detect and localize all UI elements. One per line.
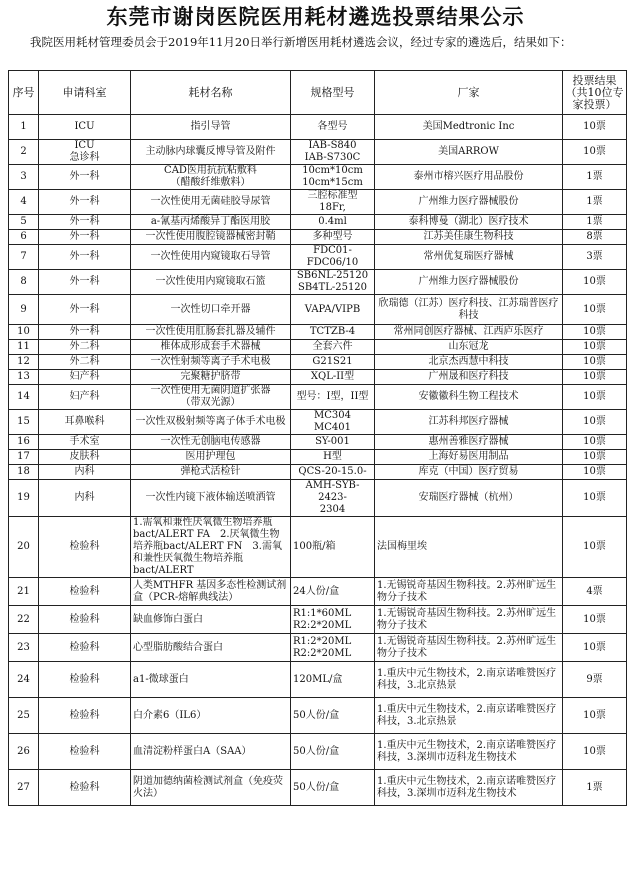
cell-no: 14 (9, 385, 39, 410)
cell-votes: 10票 (563, 140, 627, 165)
cell-spec: 各型号 (291, 115, 375, 140)
cell-maker: 广州晟和医疗科技 (375, 370, 563, 385)
cell-spec: QCS-20-15.0- (291, 465, 375, 480)
cell-name: 血清淀粉样蛋白A（SAA） (131, 734, 291, 770)
cell-no: 25 (9, 698, 39, 734)
cell-no: 11 (9, 340, 39, 355)
table-row (9, 370, 627, 385)
cell-no: 15 (9, 410, 39, 435)
cell-spec: 型号：I型，II型 (291, 385, 375, 410)
table-row (9, 480, 627, 517)
cell-no: 10 (9, 325, 39, 340)
cell-no: 3 (9, 165, 39, 190)
cell-spec: R1:1*60ML R2:2*20ML (291, 606, 375, 634)
cell-votes: 3票 (563, 245, 627, 270)
cell-votes: 10票 (563, 634, 627, 662)
table-row (9, 385, 627, 410)
cell-votes: 4票 (563, 578, 627, 606)
cell-maker: 1.重庆中元生物技术，2.南京诺唯赞医疗科技，3.深圳市迈科龙生物技术 (375, 770, 563, 806)
cell-votes: 10票 (563, 355, 627, 370)
cell-dept: 内科 (39, 480, 131, 517)
cell-dept: 外一科 (39, 215, 131, 230)
table-row (9, 140, 627, 165)
cell-no: 13 (9, 370, 39, 385)
table-row (9, 230, 627, 245)
cell-spec: 多种型号 (291, 230, 375, 245)
cell-spec: 120ML/盒 (291, 662, 375, 698)
cell-no: 2 (9, 140, 39, 165)
cell-maker: 1.重庆中元生物技术，2.南京诺唯赞医疗科技，3.北京热景 (375, 662, 563, 698)
cell-dept: 检验科 (39, 662, 131, 698)
cell-maker: 常州同创医疗器械、江西庐乐医疗 (375, 325, 563, 340)
cell-votes: 10票 (563, 370, 627, 385)
cell-name: 一次性使用肛肠套扎器及辅件 (131, 325, 291, 340)
cell-dept: 外一科 (39, 325, 131, 340)
header-votes: 投票结果（共10位专家投票） (563, 71, 627, 115)
cell-dept: 外二科 (39, 340, 131, 355)
cell-votes: 10票 (563, 606, 627, 634)
cell-no: 8 (9, 270, 39, 295)
cell-maker: 惠州善雅医疗器械 (375, 435, 563, 450)
cell-maker: 法国梅里埃 (375, 517, 563, 578)
cell-votes: 10票 (563, 270, 627, 295)
cell-dept: 外一科 (39, 190, 131, 215)
cell-no: 5 (9, 215, 39, 230)
cell-name: 一次性切口牵开器 (131, 295, 291, 325)
page-title: 东莞市谢岗医院医用耗材遴选投票结果公示 (106, 5, 525, 29)
cell-no: 1 (9, 115, 39, 140)
cell-name: 一次性使用内窥镜取石篮 (131, 270, 291, 295)
cell-name: CAD医用抗抗粘敷料 （醋酸纤维敷料） (131, 165, 291, 190)
cell-votes: 10票 (563, 450, 627, 465)
cell-votes: 10票 (563, 115, 627, 140)
cell-spec: 24人份/盒 (291, 578, 375, 606)
cell-maker: 泰科博曼（湖北）医疗技术 (375, 215, 563, 230)
table-body (9, 115, 627, 806)
cell-spec: 全套六件 (291, 340, 375, 355)
cell-spec: TCTZB-4 (291, 325, 375, 340)
cell-name: 一次性无创脑电传感器 (131, 435, 291, 450)
cell-dept: 手术室 (39, 435, 131, 450)
cell-votes: 10票 (563, 385, 627, 410)
cell-votes: 1票 (563, 770, 627, 806)
cell-votes: 10票 (563, 465, 627, 480)
cell-spec: VAPA/VIPB (291, 295, 375, 325)
table-row (9, 410, 627, 435)
cell-spec: H型 (291, 450, 375, 465)
cell-name: 1.需氧和兼性厌氧微生物培养瓶bact/ALERT FA 2.厌氧微生物培养瓶bact/ALERT FN 3.需氧和兼性厌氧微生物培养瓶bact/ALERT (131, 517, 291, 578)
cell-no: 17 (9, 450, 39, 465)
cell-name: 人类MTHFR 基因多态性检测试剂盒（PCR-熔解典线法） (131, 578, 291, 606)
cell-maker: 安徽徽科生物工程技术 (375, 385, 563, 410)
cell-spec: IAB-S840 IAB-S730C (291, 140, 375, 165)
header-maker: 厂家 (375, 71, 563, 115)
table-row (9, 245, 627, 270)
cell-no: 12 (9, 355, 39, 370)
cell-name: 一次性使用无菌阴道扩张器 （带双光源） (131, 385, 291, 410)
table-row (9, 634, 627, 662)
cell-no: 21 (9, 578, 39, 606)
cell-spec: 50人份/盒 (291, 698, 375, 734)
table-row (9, 734, 627, 770)
table-row (9, 606, 627, 634)
cell-votes: 1票 (563, 215, 627, 230)
cell-maker: 1.重庆中元生物技术，2.南京诺唯赞医疗科技，3.深圳市迈科龙生物技术 (375, 734, 563, 770)
cell-votes: 10票 (563, 698, 627, 734)
cell-dept: 检验科 (39, 770, 131, 806)
table-row (9, 340, 627, 355)
cell-maker: 美国Medtronic Inc (375, 115, 563, 140)
cell-dept: 外一科 (39, 230, 131, 245)
cell-name: 一次性双极射频等离子体手术电极 (131, 410, 291, 435)
table-row (9, 165, 627, 190)
cell-no: 26 (9, 734, 39, 770)
cell-no: 6 (9, 230, 39, 245)
cell-no: 7 (9, 245, 39, 270)
cell-no: 24 (9, 662, 39, 698)
cell-votes: 10票 (563, 340, 627, 355)
cell-name: 完聚糖护脐带 (131, 370, 291, 385)
cell-maker: 1.重庆中元生物技术，2.南京诺唯赞医疗科技，3.北京热景 (375, 698, 563, 734)
cell-spec: 50人份/盒 (291, 734, 375, 770)
cell-name: 阴道加德纳菌检测试剂盒（免疫荧火法） (131, 770, 291, 806)
cell-no: 16 (9, 435, 39, 450)
cell-maker: 北京杰西慧中科技 (375, 355, 563, 370)
cell-spec: AMH-SYB-2423- 2304 (291, 480, 375, 517)
table-row (9, 295, 627, 325)
cell-name: a-氰基丙烯酸异丁酯医用胶 (131, 215, 291, 230)
cell-maker: 安瑞医疗器械（杭州） (375, 480, 563, 517)
cell-name: 一次性使用腹腔镜器械密封鞘 (131, 230, 291, 245)
cell-votes: 10票 (563, 410, 627, 435)
cell-spec: XQL-II型 (291, 370, 375, 385)
cell-spec: 100瓶/箱 (291, 517, 375, 578)
header-name: 耗材名称 (131, 71, 291, 115)
cell-name: 主动脉内球囊反博导管及附件 (131, 140, 291, 165)
cell-dept: 外一科 (39, 295, 131, 325)
cell-spec: SY-001 (291, 435, 375, 450)
cell-spec: 三腔标准型 18Fr, (291, 190, 375, 215)
table-row (9, 450, 627, 465)
cell-name: 白介素6（IL6） (131, 698, 291, 734)
cell-dept: 外一科 (39, 165, 131, 190)
table-row (9, 465, 627, 480)
cell-name: 一次性射频等离子手术电极 (131, 355, 291, 370)
cell-dept: 检验科 (39, 634, 131, 662)
table-row (9, 578, 627, 606)
cell-votes: 1票 (563, 190, 627, 215)
table-row (9, 115, 627, 140)
cell-no: 27 (9, 770, 39, 806)
cell-name: 一次性内镜下液体输送喷洒管 (131, 480, 291, 517)
cell-spec: R1:2*20ML R2:2*20ML (291, 634, 375, 662)
cell-maker: 1.无锡锐奇基因生物科技。2.苏州旷远生物分子技术 (375, 578, 563, 606)
cell-maker: 江苏科邦医疗器械 (375, 410, 563, 435)
intro-paragraph: 我院医用耗材管理委员会于2019年11月20日举行新增医用耗材遴选会议，经过专家的遴选后，结果如下： (30, 35, 572, 49)
cell-dept: 外一科 (39, 270, 131, 295)
cell-maker: 上海好易医用制品 (375, 450, 563, 465)
table-row (9, 270, 627, 295)
cell-spec: FDC01- FDC06/10 (291, 245, 375, 270)
cell-dept: 内科 (39, 465, 131, 480)
table-row (9, 215, 627, 230)
cell-maker: 江苏美佳康生物科技 (375, 230, 563, 245)
cell-no: 22 (9, 606, 39, 634)
table-row (9, 698, 627, 734)
cell-spec: 50人份/盒 (291, 770, 375, 806)
cell-votes: 10票 (563, 480, 627, 517)
cell-dept: 妇产科 (39, 370, 131, 385)
cell-name: 心型脂肪酸结合蛋白 (131, 634, 291, 662)
cell-name: 缺血修饰白蛋白 (131, 606, 291, 634)
cell-no: 23 (9, 634, 39, 662)
cell-votes: 1票 (563, 165, 627, 190)
cell-name: 弹枪式活检针 (131, 465, 291, 480)
cell-name: 指引导管 (131, 115, 291, 140)
cell-dept: ICU (39, 115, 131, 140)
table-row (9, 770, 627, 806)
cell-name: 一次性使用内窥镜取石导管 (131, 245, 291, 270)
cell-spec: 0.4ml (291, 215, 375, 230)
cell-name: 椎体成形成套手术器械 (131, 340, 291, 355)
cell-spec: G21S21 (291, 355, 375, 370)
cell-spec: 10cm*10cm 10cm*15cm (291, 165, 375, 190)
header-spec: 规格型号 (291, 71, 375, 115)
cell-votes: 10票 (563, 295, 627, 325)
cell-maker: 广州维力医疗器械股份 (375, 190, 563, 215)
cell-votes: 8票 (563, 230, 627, 245)
cell-name: 一次性使用无菌硅胶导尿管 (131, 190, 291, 215)
cell-spec: SB6NL-25120 SB4TL-25120 (291, 270, 375, 295)
cell-dept: 外二科 (39, 355, 131, 370)
cell-dept: 检验科 (39, 734, 131, 770)
header-no: 序号 (9, 71, 39, 115)
table-header-row (9, 71, 627, 115)
cell-no: 18 (9, 465, 39, 480)
table-row (9, 190, 627, 215)
cell-maker: 山东冠龙 (375, 340, 563, 355)
results-table (8, 70, 627, 806)
cell-dept: 外一科 (39, 245, 131, 270)
cell-no: 4 (9, 190, 39, 215)
table-row (9, 325, 627, 340)
cell-dept: 检验科 (39, 698, 131, 734)
cell-maker: 泰州市榕兴医疗用品股份 (375, 165, 563, 190)
cell-maker: 美国ARROW (375, 140, 563, 165)
cell-dept: 妇产科 (39, 385, 131, 410)
table-row (9, 355, 627, 370)
cell-name: a1-微球蛋白 (131, 662, 291, 698)
table-row (9, 662, 627, 698)
cell-dept: 皮肤科 (39, 450, 131, 465)
cell-dept: ICU 急诊科 (39, 140, 131, 165)
cell-votes: 9票 (563, 662, 627, 698)
header-dept: 申请科室 (39, 71, 131, 115)
table-row (9, 517, 627, 578)
cell-maker: 常州优复瑞医疗器械 (375, 245, 563, 270)
cell-maker: 库克（中国）医疗贸易 (375, 465, 563, 480)
cell-maker: 欣瑞德（江苏）医疗科技、江苏瑞普医疗科技 (375, 295, 563, 325)
cell-no: 20 (9, 517, 39, 578)
cell-no: 19 (9, 480, 39, 517)
cell-votes: 10票 (563, 435, 627, 450)
cell-name: 医用护理包 (131, 450, 291, 465)
cell-dept: 检验科 (39, 606, 131, 634)
cell-maker: 1.无锡锐奇基因生物科技。2.苏州旷远生物分子技术 (375, 606, 563, 634)
cell-votes: 10票 (563, 517, 627, 578)
cell-votes: 10票 (563, 734, 627, 770)
cell-votes: 10票 (563, 325, 627, 340)
cell-dept: 检验科 (39, 578, 131, 606)
cell-maker: 广州维力医疗器械股份 (375, 270, 563, 295)
cell-dept: 耳鼻喉科 (39, 410, 131, 435)
cell-spec: MC304 MC401 (291, 410, 375, 435)
cell-dept: 检验科 (39, 517, 131, 578)
table-row (9, 435, 627, 450)
cell-maker: 1.无锡锐奇基因生物科技。2.苏州旷远生物分子技术 (375, 634, 563, 662)
cell-no: 9 (9, 295, 39, 325)
